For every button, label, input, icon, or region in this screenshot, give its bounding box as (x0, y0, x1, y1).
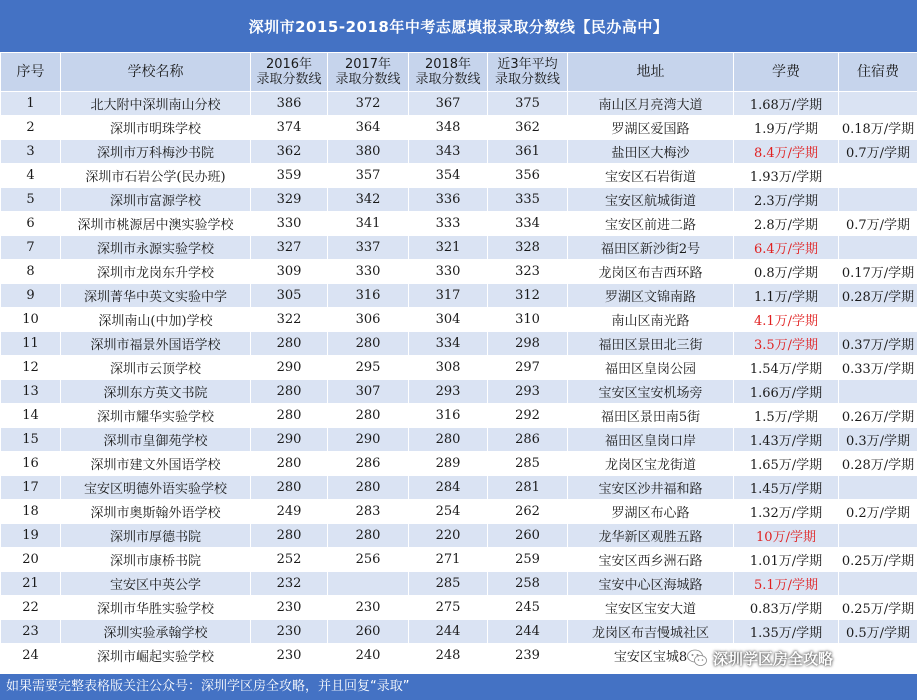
header-2016-year: 2016年 (265, 57, 313, 72)
cell-2017-score: 342 (328, 188, 409, 212)
header-3yr-average (488, 53, 568, 92)
cell-avg-score: 323 (488, 260, 568, 284)
cell-lodging: 0.18万/学期 (839, 116, 917, 140)
cell-2016-score: 305 (251, 284, 328, 308)
cell-2017-score: 364 (328, 116, 409, 140)
header-avg-top: 近3年平均 (497, 57, 558, 72)
cell-2018-score: 354 (409, 164, 488, 188)
cell-seq: 16 (1, 452, 61, 476)
cell-school-name: 深圳市云顶学校 (61, 356, 251, 380)
cell-school-name: 深圳市厚德书院 (61, 524, 251, 548)
header-2018-year: 2018年 (424, 57, 472, 72)
cell-lodging: 0.25万/学期 (839, 596, 917, 620)
cell-2016-score: 330 (251, 212, 328, 236)
cell-2017-score: 280 (328, 332, 409, 356)
cell-tuition: 10万/学期 (734, 524, 839, 548)
header-avg-sub: 录取分数线 (494, 72, 560, 87)
cell-school-name: 深圳市明珠学校 (61, 116, 251, 140)
header-2016 (251, 53, 328, 92)
cell-address: 宝安区石岩街道 (568, 164, 734, 188)
cell-2018-score: 367 (409, 92, 488, 116)
cell-avg-score: 361 (488, 140, 568, 164)
header-tuition: 学费 (734, 53, 839, 92)
cell-2016-score: 230 (251, 596, 328, 620)
cell-2017-score: 306 (328, 308, 409, 332)
cell-2017-score: 337 (328, 236, 409, 260)
cell-2017-score: 341 (328, 212, 409, 236)
cell-avg-score: 281 (488, 476, 568, 500)
cell-tuition: 4.1万/学期 (734, 308, 839, 332)
cell-school-name: 深圳市万科梅沙书院 (61, 140, 251, 164)
cell-seq: 24 (1, 644, 61, 668)
cell-avg-score: 285 (488, 452, 568, 476)
cell-school-name: 深圳南山(中加)学校 (61, 308, 251, 332)
cell-tuition: 5.1万/学期 (734, 572, 839, 596)
cell-2016-score: 280 (251, 380, 328, 404)
cell-avg-score: 298 (488, 332, 568, 356)
cell-school-name: 深圳市石岩公学(民办班) (61, 164, 251, 188)
cell-avg-score: 335 (488, 188, 568, 212)
cell-lodging: 0.2万/学期 (839, 500, 917, 524)
cell-lodging: 0.17万/学期 (839, 260, 917, 284)
cell-seq: 4 (1, 164, 61, 188)
cell-avg-score: 259 (488, 548, 568, 572)
cell-2016-score: 232 (251, 572, 328, 596)
cell-lodging (839, 476, 917, 500)
cell-address: 罗湖区文锦南路 (568, 284, 734, 308)
cell-lodging: 0.25万/学期 (839, 548, 917, 572)
cell-tuition: 2.8万/学期 (734, 212, 839, 236)
cell-address: 宝安区宝城8 (568, 644, 734, 668)
cell-avg-score: 375 (488, 92, 568, 116)
table-row (1, 308, 917, 332)
cell-school-name: 深圳市崛起实验学校 (61, 644, 251, 668)
cell-2018-score: 275 (409, 596, 488, 620)
cell-2016-score: 230 (251, 644, 328, 668)
cell-seq: 15 (1, 428, 61, 452)
cell-2016-score: 280 (251, 476, 328, 500)
cell-2018-score: 289 (409, 452, 488, 476)
cell-2018-score: 343 (409, 140, 488, 164)
cell-2017-score: 295 (328, 356, 409, 380)
admission-score-table (0, 52, 917, 668)
cell-avg-score: 239 (488, 644, 568, 668)
cell-lodging: 0.3万/学期 (839, 428, 917, 452)
table-row (1, 284, 917, 308)
cell-address: 福田区景田北三街 (568, 332, 734, 356)
cell-avg-score: 312 (488, 284, 568, 308)
cell-school-name: 深圳市耀华实验学校 (61, 404, 251, 428)
cell-lodging: 0.28万/学期 (839, 284, 917, 308)
cell-lodging (839, 188, 917, 212)
cell-tuition: 0.8万/学期 (734, 260, 839, 284)
cell-2018-score: 248 (409, 644, 488, 668)
table-row (1, 356, 917, 380)
cell-school-name: 深圳市康桥书院 (61, 548, 251, 572)
cell-avg-score: 245 (488, 596, 568, 620)
cell-2017-score: 256 (328, 548, 409, 572)
cell-avg-score: 356 (488, 164, 568, 188)
cell-2016-score: 280 (251, 332, 328, 356)
cell-tuition: 2.3万/学期 (734, 188, 839, 212)
cell-2017-score: 316 (328, 284, 409, 308)
table-row (1, 164, 917, 188)
cell-address: 南山区南光路 (568, 308, 734, 332)
cell-lodging: 0.7万/学期 (839, 140, 917, 164)
cell-2018-score: 333 (409, 212, 488, 236)
cell-2016-score: 290 (251, 428, 328, 452)
cell-2016-score: 280 (251, 452, 328, 476)
cell-2016-score: 280 (251, 524, 328, 548)
table-row (1, 596, 917, 620)
cell-2017-score (328, 572, 409, 596)
cell-2016-score: 290 (251, 356, 328, 380)
cell-seq: 7 (1, 236, 61, 260)
cell-address: 龙华新区观胜五路 (568, 524, 734, 548)
cell-2018-score: 308 (409, 356, 488, 380)
cell-2017-score: 230 (328, 596, 409, 620)
cell-2017-score: 286 (328, 452, 409, 476)
table-row (1, 524, 917, 548)
cell-address: 宝安区前进二路 (568, 212, 734, 236)
header-2017 (328, 53, 409, 92)
cell-tuition: 3.5万/学期 (734, 332, 839, 356)
cell-address: 宝安区宝安机场旁 (568, 380, 734, 404)
cell-seq: 3 (1, 140, 61, 164)
cell-school-name: 深圳实验承翰学校 (61, 620, 251, 644)
cell-2018-score: 336 (409, 188, 488, 212)
cell-tuition: 1.9万/学期 (734, 116, 839, 140)
header-lodging: 住宿费 (839, 53, 917, 92)
cell-lodging (839, 308, 917, 332)
cell-tuition: 1.93万/学期 (734, 164, 839, 188)
cell-tuition: 1.66万/学期 (734, 380, 839, 404)
cell-lodging (839, 92, 917, 116)
page-title: 深圳市2015-2018年中考志愿填报录取分数线【民办高中】 (0, 0, 917, 52)
table-row (1, 500, 917, 524)
cell-tuition: 1.43万/学期 (734, 428, 839, 452)
cell-avg-score: 293 (488, 380, 568, 404)
cell-2016-score: 374 (251, 116, 328, 140)
cell-2018-score: 244 (409, 620, 488, 644)
cell-2017-score: 357 (328, 164, 409, 188)
cell-tuition: 6.4万/学期 (734, 236, 839, 260)
cell-2017-score: 240 (328, 644, 409, 668)
cell-tuition: 1.65万/学期 (734, 452, 839, 476)
cell-lodging (839, 380, 917, 404)
cell-2018-score: 271 (409, 548, 488, 572)
table-row (1, 452, 917, 476)
table-row (1, 140, 917, 164)
cell-2016-score: 280 (251, 404, 328, 428)
cell-avg-score: 297 (488, 356, 568, 380)
cell-school-name: 深圳市桃源居中澳实验学校 (61, 212, 251, 236)
cell-2017-score: 260 (328, 620, 409, 644)
cell-tuition: 8.4万/学期 (734, 140, 839, 164)
cell-tuition: 1.01万/学期 (734, 548, 839, 572)
cell-seq: 10 (1, 308, 61, 332)
table-row (1, 428, 917, 452)
cell-address: 罗湖区布心路 (568, 500, 734, 524)
table-row (1, 548, 917, 572)
cell-2018-score: 293 (409, 380, 488, 404)
cell-2017-score: 280 (328, 404, 409, 428)
cell-tuition: 1.68万/学期 (734, 92, 839, 116)
cell-avg-score: 334 (488, 212, 568, 236)
wechat-watermark (686, 647, 833, 669)
cell-2016-score: 230 (251, 620, 328, 644)
cell-2017-score: 280 (328, 524, 409, 548)
cell-lodging: 0.37万/学期 (839, 332, 917, 356)
cell-2018-score: 316 (409, 404, 488, 428)
watermark-text: 深圳学区房全攻略 (713, 649, 834, 668)
cell-school-name: 宝安区中英公学 (61, 572, 251, 596)
cell-school-name: 深圳东方英文书院 (61, 380, 251, 404)
cell-address: 龙岗区布吉慢城社区 (568, 620, 734, 644)
header-2018-sub: 录取分数线 (415, 72, 481, 87)
table-row (1, 260, 917, 284)
cell-2016-score: 249 (251, 500, 328, 524)
cell-tuition: 1.35万/学期 (734, 620, 839, 644)
cell-seq: 9 (1, 284, 61, 308)
cell-lodging (839, 164, 917, 188)
header-seq: 序号 (1, 53, 61, 92)
cell-school-name: 深圳市龙岗东升学校 (61, 260, 251, 284)
cell-seq: 20 (1, 548, 61, 572)
cell-2016-score: 386 (251, 92, 328, 116)
cell-lodging (839, 644, 917, 668)
cell-address: 福田区新沙街2号 (568, 236, 734, 260)
cell-tuition: 1.54万/学期 (734, 356, 839, 380)
cell-lodging (839, 236, 917, 260)
cell-tuition: 1.32万/学期 (734, 500, 839, 524)
cell-avg-score: 310 (488, 308, 568, 332)
cell-address: 福田区景田南5街 (568, 404, 734, 428)
cell-seq: 6 (1, 212, 61, 236)
cell-2016-score: 309 (251, 260, 328, 284)
cell-lodging: 0.28万/学期 (839, 452, 917, 476)
cell-address: 宝安区航城街道 (568, 188, 734, 212)
cell-2016-score: 322 (251, 308, 328, 332)
cell-address: 盐田区大梅沙 (568, 140, 734, 164)
table-row (1, 380, 917, 404)
cell-school-name: 深圳市奥斯翰外语学校 (61, 500, 251, 524)
cell-2018-score: 254 (409, 500, 488, 524)
table-row (1, 332, 917, 356)
cell-seq: 5 (1, 188, 61, 212)
footer-note: 如果需要完整表格版关注公众号：深圳学区房全攻略，并且回复“录取” (0, 674, 917, 700)
cell-2018-score: 330 (409, 260, 488, 284)
cell-address: 宝安区沙井福和路 (568, 476, 734, 500)
wechat-icon (686, 647, 708, 669)
cell-2017-score: 380 (328, 140, 409, 164)
cell-2018-score: 304 (409, 308, 488, 332)
cell-2018-score: 334 (409, 332, 488, 356)
cell-seq: 22 (1, 596, 61, 620)
cell-2017-score: 372 (328, 92, 409, 116)
table-row (1, 476, 917, 500)
cell-tuition: 1.5万/学期 (734, 404, 839, 428)
cell-lodging: 0.7万/学期 (839, 212, 917, 236)
cell-avg-score: 362 (488, 116, 568, 140)
table-row (1, 116, 917, 140)
cell-avg-score: 292 (488, 404, 568, 428)
table-row (1, 188, 917, 212)
cell-avg-score: 328 (488, 236, 568, 260)
cell-school-name: 深圳市福景外国语学校 (61, 332, 251, 356)
cell-lodging: 0.5万/学期 (839, 620, 917, 644)
cell-2018-score: 321 (409, 236, 488, 260)
cell-2018-score: 220 (409, 524, 488, 548)
cell-seq: 1 (1, 92, 61, 116)
cell-tuition: 1.1万/学期 (734, 284, 839, 308)
cell-tuition: 0.83万/学期 (734, 596, 839, 620)
table-row (1, 620, 917, 644)
cell-seq: 11 (1, 332, 61, 356)
cell-avg-score: 286 (488, 428, 568, 452)
cell-seq: 2 (1, 116, 61, 140)
cell-avg-score: 260 (488, 524, 568, 548)
cell-2016-score: 359 (251, 164, 328, 188)
cell-2016-score: 327 (251, 236, 328, 260)
cell-seq: 13 (1, 380, 61, 404)
table-row (1, 236, 917, 260)
cell-2017-score: 290 (328, 428, 409, 452)
cell-seq: 8 (1, 260, 61, 284)
cell-avg-score: 262 (488, 500, 568, 524)
cell-seq: 17 (1, 476, 61, 500)
table-row (1, 572, 917, 596)
cell-address: 宝安区西乡洲石路 (568, 548, 734, 572)
cell-2017-score: 283 (328, 500, 409, 524)
header-2017-sub: 录取分数线 (335, 72, 401, 87)
table-header-row (1, 53, 917, 92)
header-2017-year: 2017年 (344, 57, 392, 72)
cell-2016-score: 362 (251, 140, 328, 164)
cell-avg-score: 258 (488, 572, 568, 596)
cell-address: 福田区皇岗口岸 (568, 428, 734, 452)
table-row (1, 404, 917, 428)
cell-school-name: 深圳市建文外国语学校 (61, 452, 251, 476)
cell-lodging: 0.33万/学期 (839, 356, 917, 380)
cell-2018-score: 280 (409, 428, 488, 452)
cell-seq: 19 (1, 524, 61, 548)
cell-address: 宝安中心区海城路 (568, 572, 734, 596)
cell-2018-score: 317 (409, 284, 488, 308)
cell-avg-score: 244 (488, 620, 568, 644)
cell-school-name: 深圳市皇御苑学校 (61, 428, 251, 452)
cell-2017-score: 307 (328, 380, 409, 404)
cell-lodging: 0.26万/学期 (839, 404, 917, 428)
cell-tuition: 1.45万/学期 (734, 476, 839, 500)
cell-2018-score: 348 (409, 116, 488, 140)
cell-lodging (839, 524, 917, 548)
cell-seq: 21 (1, 572, 61, 596)
table-row (1, 92, 917, 116)
cell-school-name: 深圳市富源学校 (61, 188, 251, 212)
cell-address: 福田区皇岗公园 (568, 356, 734, 380)
cell-2016-score: 329 (251, 188, 328, 212)
cell-school-name: 深圳市永源实验学校 (61, 236, 251, 260)
cell-school-name: 深圳菁华中英文实验中学 (61, 284, 251, 308)
header-2016-sub: 录取分数线 (256, 72, 322, 87)
header-school-name: 学校名称 (61, 53, 251, 92)
cell-seq: 14 (1, 404, 61, 428)
cell-school-name: 北大附中深圳南山分校 (61, 92, 251, 116)
cell-seq: 18 (1, 500, 61, 524)
cell-seq: 23 (1, 620, 61, 644)
cell-school-name: 深圳市华胜实验学校 (61, 596, 251, 620)
cell-2016-score: 252 (251, 548, 328, 572)
cell-2017-score: 330 (328, 260, 409, 284)
cell-address: 宝安区宝安大道 (568, 596, 734, 620)
cell-2018-score: 284 (409, 476, 488, 500)
header-2018 (409, 53, 488, 92)
cell-address: 南山区月亮湾大道 (568, 92, 734, 116)
cell-address: 龙岗区布吉西环路 (568, 260, 734, 284)
cell-school-name: 宝安区明德外语实验学校 (61, 476, 251, 500)
cell-lodging (839, 572, 917, 596)
table-body (1, 92, 917, 668)
cell-address: 龙岗区宝龙街道 (568, 452, 734, 476)
cell-address: 罗湖区爱国路 (568, 116, 734, 140)
cell-seq: 12 (1, 356, 61, 380)
header-address: 地址 (568, 53, 734, 92)
table-row (1, 212, 917, 236)
cell-2017-score: 280 (328, 476, 409, 500)
cell-2018-score: 285 (409, 572, 488, 596)
